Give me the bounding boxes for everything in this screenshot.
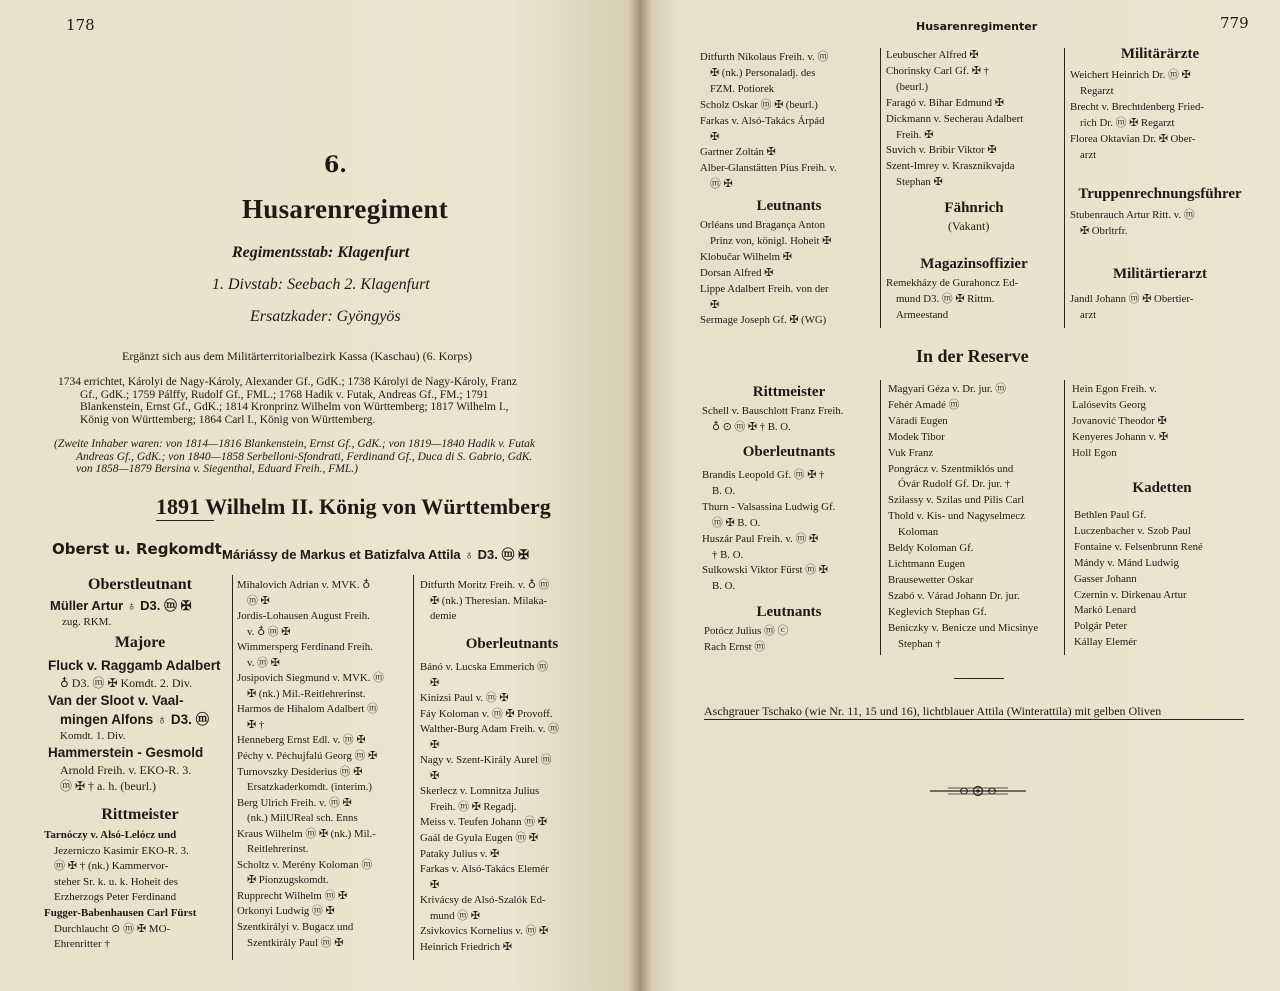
regiment-number: 6. <box>324 152 347 178</box>
list-item: Josipovich Siegmund v. MVK. ⓜ <box>237 672 384 685</box>
section-res-rittmeister: Rittmeister <box>752 384 826 400</box>
list-item: Fáy Koloman v. ⓜ ✠ Provoff. <box>420 707 553 720</box>
list-item: Péchy v. Péchujfalú Georg ⓜ ✠ <box>237 750 378 763</box>
list-item: ✠ Obrltrfr. <box>1080 224 1128 237</box>
history-line: 1734 errichtet, Károlyi de Nagy-Károly, Alexander Gf., GdK.; 1738 Károlyi de Nagy-Károly, Franz <box>58 376 518 388</box>
list-item: Harmos de Hihalom Adalbert ⓜ <box>237 703 378 716</box>
section-militararzte: Militärärzte <box>1120 46 1200 62</box>
list-item: Ditfurth Nikolaus Freih. v. ⓜ <box>700 51 829 63</box>
list-item: ⓜ ✠ B. O. <box>712 516 761 529</box>
list-item: Kenyeres Johann v. ✠ <box>1072 430 1168 443</box>
list-item: ✠ (nk.) Mil.-Reitlehrerinst. <box>247 687 366 700</box>
list-item: Kinizsi Paul v. ⓜ ✠ <box>420 692 509 705</box>
list-item: Lippe Adalbert Freih. von der <box>700 282 829 295</box>
list-item: Szilassy v. Szilas und Pilis Carl <box>888 494 1025 507</box>
list-item: Bethlen Paul Gf. <box>1074 509 1147 521</box>
section-rittmeister: Rittmeister <box>101 806 179 823</box>
list-item: Gaál de Gyula Eugen ⓜ ✠ <box>420 832 538 845</box>
list-item: Markó Lenard <box>1074 604 1137 617</box>
list-item: Lichtmann Eugen <box>888 557 966 570</box>
section-militartierarzt: Militärtierarzt <box>1112 266 1208 282</box>
list-item: Reitlehrerinst. <box>247 843 309 856</box>
list-item: Tarnóczy v. Alsó-Lelócz und <box>44 829 177 841</box>
list-item: Ditfurth Moritz Freih. v. ♁ ⓜ <box>420 579 550 591</box>
list-item: Sulkowski Viktor Fürst ⓜ ✠ <box>702 564 828 577</box>
list-item: Meiss v. Teufen Johann ⓜ ✠ <box>420 816 547 829</box>
divstab: 1. Divstab: Seebach 2. Klagenfurt <box>212 276 430 293</box>
list-item: ✠ (nk.) Theresian. Milaka- <box>430 594 548 607</box>
ersatzkader: Ersatzkader: Gyöngyös <box>250 308 401 325</box>
list-item: Skerlecz v. Lomnitza Julius <box>420 785 540 798</box>
res-oberleutnants-list <box>702 468 880 595</box>
list-item: Klobučar Wilhelm ✠ <box>700 250 792 263</box>
list-item: Durchlaucht ⊙ ⓜ ✠ MO- <box>54 922 171 935</box>
list-item: mingen Alfons ♁ D3. ⓜ <box>60 712 210 727</box>
column-rule <box>232 575 233 960</box>
list-item: B. O. <box>712 484 736 497</box>
regimentsstab: Regimentsstab: Klagenfurt <box>232 244 410 261</box>
list-item: arzt <box>1080 308 1097 321</box>
list-item: Stephan † <box>898 637 941 650</box>
second-owner-line: (Zweite Inhaber waren: von 1814—1816 Blankenstein, Ernst Gf., GdK.; von 1819—1840 Hadik v. Futak <box>54 438 536 450</box>
list-item: Sermage Joseph Gf. ✠ (WG) <box>700 314 827 327</box>
list-item: Modek Tibor <box>888 430 945 443</box>
list-item: Fehér Amadé ⓜ <box>888 398 960 411</box>
list-item: v. ♁ ⓜ ✠ <box>247 625 291 638</box>
list-item: Henneberg Ernst Edl. v. ⓜ ✠ <box>237 734 366 747</box>
list-item: Váradi Eugen <box>888 414 948 427</box>
page-number-left: 178 <box>66 16 95 34</box>
section-oberstleutnant: Oberstleutnant <box>88 576 192 593</box>
section-magazinsoffizier: Magazinsoffizier <box>920 256 1028 272</box>
list-item: Jezerniczo Kasimir EKO-R. 3. <box>54 844 189 857</box>
list-item: Regarzt <box>1080 84 1114 97</box>
list-item: Rupprecht Wilhelm ⓜ ✠ <box>237 889 348 902</box>
reserve-heading: In der Reserve <box>916 346 1029 366</box>
running-header: Husarenregimenter <box>916 20 1038 33</box>
list-item: Szentkirály Paul ⓜ ✠ <box>247 936 344 949</box>
kadetten-list <box>1074 508 1254 651</box>
list-item: Holl Egon <box>1072 446 1117 459</box>
r-col1-top-list <box>700 50 878 193</box>
list-item: Bánó v. Lucska Emmerich ⓜ <box>420 661 548 673</box>
section-kadetten: Kadetten <box>1132 480 1192 496</box>
column-rule <box>880 380 881 655</box>
ornament-icon <box>928 782 1028 800</box>
col3-top-list <box>420 578 604 625</box>
list-item: Orléans und Bragança Anton <box>700 219 826 231</box>
list-item: ⓜ ✠ † a. h. (beurl.) <box>60 779 157 793</box>
list-item: Pongrácz v. Szentmiklós und <box>888 462 1014 475</box>
list-item: Müller Artur ♁ D3. ⓜ ✠ <box>50 598 192 613</box>
list-item: Gasser Johann <box>1074 572 1137 585</box>
list-item: Komdt. 1. Div. <box>60 730 126 742</box>
list-item: Óvár Rudolf Gf. Dr. jur. † <box>898 478 1011 491</box>
res-col2-list <box>888 382 1064 652</box>
second-owners-block <box>54 438 606 476</box>
col2-list <box>237 578 411 951</box>
erganzt-line: Ergänzt sich aus dem Militärterritorialbezirk Kassa (Kaschau) (6. Korps) <box>122 349 472 363</box>
list-item: Dickmann v. Secherau Adalbert <box>886 112 1024 125</box>
list-item: Farkas v. Alsó-Takács Elemér <box>420 863 549 876</box>
majore-list <box>48 656 230 794</box>
list-item: demie <box>430 610 457 623</box>
list-item: Stubenrauch Artur Ritt. v. ⓜ <box>1070 209 1195 221</box>
list-item: Beldy Koloman Gf. <box>888 542 974 555</box>
list-item: zug. RKM. <box>62 616 112 628</box>
list-item: ♁ ⊙ ⓜ ✠ † B. O. <box>712 420 791 433</box>
list-item: ✠ <box>430 769 440 782</box>
section-res-leutnants: Leutnants <box>756 604 822 620</box>
list-item: Faragó v. Bihar Edmund ✠ <box>886 96 1004 109</box>
list-item: ⓜ ✠ <box>247 594 270 607</box>
second-owner-line: von 1858—1879 Bersina v. Siegenthal, Eduard Freih., FML.) <box>76 463 358 475</box>
list-item: Fugger-Babenhausen Carl Fürst <box>44 906 197 919</box>
list-item: Koloman <box>898 526 939 539</box>
r-leutnants-list <box>700 218 878 329</box>
list-item: Stephan ✠ <box>896 176 943 189</box>
list-item: Chorinsky Carl Gf. ✠ † <box>886 64 989 77</box>
list-item: Fontaine v. Felsenbrunn René <box>1074 540 1203 553</box>
list-item: Thold v. Kis- und Nagyselmecz <box>888 510 1025 523</box>
list-item: Remekházy de Gurahoncz Ed- <box>886 277 1019 289</box>
list-item: Czernin v. Dirkenau Artur <box>1074 588 1187 601</box>
list-item: ✠ <box>430 738 440 751</box>
list-item: Gartner Zoltán ✠ <box>700 146 776 159</box>
list-item: ✠ <box>430 878 440 891</box>
history-block <box>58 376 606 426</box>
section-fahnrich: Fähnrich <box>944 200 1004 216</box>
list-item: B. O. <box>712 580 736 593</box>
uniform-underline <box>704 719 1244 720</box>
chief-underline <box>156 520 214 521</box>
list-item: Ersatzkaderkomdt. (interim.) <box>247 781 373 794</box>
right-page <box>640 0 1280 991</box>
history-line: Gf., GdK.; 1759 Pálffy, Rudolf Gf., FML.; 1768 Hadik v. Futak, Andreas Gf., FM.; 1791 <box>80 388 489 401</box>
section-res-oberleutnants: Oberleutnants <box>742 444 836 460</box>
oberleutnants-list <box>420 660 604 955</box>
list-item: (beurl.) <box>896 80 929 93</box>
list-item: Farkas v. Alsó-Takács Árpád <box>700 114 825 127</box>
list-item: Schell v. Bauschlott Franz Freih. <box>702 405 844 417</box>
page-number-right: 779 <box>1220 14 1249 32</box>
list-item: Magyari Géza v. Dr. jur. ⓜ <box>888 383 1007 395</box>
list-item: Leubuscher Alfred ✠ <box>886 49 979 61</box>
list-item: Nagy v. Szent-Király Aurel ⓜ <box>420 754 552 767</box>
list-item: Ehrenritter † <box>54 938 110 951</box>
list-item: Walther-Burg Adam Freih. v. ⓜ <box>420 723 559 736</box>
list-item: Scholz Oskar ⓜ ✠ (beurl.) <box>700 98 818 111</box>
oberst-name: Máriássy de Markus et Batizfalva Attila ♁ D3. ⓜ ✠ <box>222 547 529 562</box>
list-item: Scholtz v. Merény Koloman ⓜ <box>237 858 373 871</box>
list-item: ⓜ ✠ † (nk.) Kammervor- <box>54 860 169 873</box>
list-item: Erzherzogs Peter Ferdinand <box>54 891 177 904</box>
list-item: mund ⓜ ✠ <box>430 909 480 922</box>
list-item: Potócz Julius ⓜ ⓒ <box>704 625 789 637</box>
list-item: Mándy v. Mánd Ludwig <box>1074 556 1179 569</box>
list-item: FZM. Potiorek <box>710 82 775 95</box>
oberstleutnant-list <box>50 596 230 629</box>
list-item: ✠ <box>430 676 440 689</box>
rittmeister-list <box>44 828 230 953</box>
list-item: Jordis-Lohausen August Freih. <box>237 610 370 623</box>
res-col3-list <box>1072 382 1252 462</box>
list-item: v. ⓜ ✠ <box>247 656 280 669</box>
list-item: mund D3. ⓜ ✠ Rittm. <box>896 292 995 305</box>
regiment-title: Husarenregiment <box>242 194 448 224</box>
list-item: Szabó v. Várad Johann Dr. jur. <box>888 589 1020 602</box>
section-leutnants: Leutnants <box>756 198 822 214</box>
list-item: ⓜ ✠ <box>710 178 733 191</box>
list-item: Turnovszky Desiderius ⓜ ✠ <box>237 765 363 778</box>
list-item: arzt <box>1080 148 1097 161</box>
truppen-list <box>1070 208 1252 240</box>
list-item: Pataky Julius v. ✠ <box>420 847 500 860</box>
tierarzt-list <box>1070 292 1252 324</box>
history-line: Blankenstein, Ernst Gf., GdK.; 1814 Kronprinz Wilhelm von Württemberg; 1817 Wilhelm I., <box>80 401 509 413</box>
list-item: Prinz von, königl. Hoheit ✠ <box>710 234 832 247</box>
list-item: Mihalovich Adrian v. MVK. ♁ <box>237 579 371 591</box>
militararzte-list <box>1070 68 1252 163</box>
list-item: ✠ <box>710 298 720 311</box>
list-item: ♁ D3. ⓜ ✠ Komdt. 2. Div. <box>60 676 193 690</box>
oberst-label: Oberst u. Regkomdt. <box>52 540 228 558</box>
column-rule <box>413 575 414 960</box>
list-item: Krivácsy de Alsó-Szalók Ed- <box>420 894 546 907</box>
list-item: Berg Ulrich Freih. v. ⓜ ✠ <box>237 796 352 809</box>
r-col2-top-list <box>886 48 1062 191</box>
list-item: Szentkirályi v. Bugacz und <box>237 921 354 934</box>
list-item: Huszár Paul Freih. v. ⓜ ✠ <box>702 532 818 545</box>
list-item: Keglevich Stephan Gf. <box>888 605 987 618</box>
chief-line: 1891 Wilhelm II. König von Württemberg <box>156 494 551 519</box>
list-item: Wimmersperg Ferdinand Freih. <box>237 641 373 654</box>
section-oberleutnants: Oberleutnants <box>465 636 559 652</box>
list-item: Brandis Leopold Gf. ⓜ ✠ † <box>702 469 825 481</box>
res-leutnants-list <box>704 624 880 656</box>
list-item: Orkonyi Ludwig ⓜ ✠ <box>237 905 335 918</box>
list-item: Szent-Imrey v. Krasznikvajda <box>886 160 1015 173</box>
list-item: Freih. ⓜ ✠ Regadj. <box>430 800 517 813</box>
list-item: Florea Oktavian Dr. ✠ Ober- <box>1070 132 1196 145</box>
list-item: Heinrich Friedrich ✠ <box>420 940 512 953</box>
list-item: Luczenbacher v. Szob Paul <box>1074 524 1191 537</box>
history-line: König von Württemberg; 1864 Carl I., König von Württemberg. <box>80 413 376 426</box>
column-rule <box>1064 48 1065 328</box>
list-item: ✠ (nk.) Personaladj. des <box>710 66 816 79</box>
list-item: ✠ Pionzugskomdt. <box>247 874 329 887</box>
list-item: Beniczky v. Benicze und Micsinye <box>888 621 1039 634</box>
list-item: Kraus Wilhelm ⓜ ✠ (nk.) Mil.- <box>237 827 376 840</box>
list-item: Dorsan Alfred ✠ <box>700 266 774 279</box>
list-item: Alber-Glanstätten Pius Freih. v. <box>700 162 837 175</box>
column-rule <box>880 48 881 328</box>
section-truppenrechnungsfuhrer: Truppenrechnungsführer <box>1078 186 1242 202</box>
list-item: Weichert Heinrich Dr. ⓜ ✠ <box>1070 69 1191 81</box>
list-item: Suvich v. Bribir Viktor ✠ <box>886 144 997 157</box>
list-item: Jandl Johann ⓜ ✠ Obertier- <box>1070 293 1194 305</box>
list-item: Brecht v. Brechtdenberg Fried- <box>1070 100 1205 113</box>
list-item: rich Dr. ⓜ ✠ Regarzt <box>1080 116 1175 129</box>
uniform-line: Aschgrauer Tschako (wie Nr. 11, 15 und 16), lichtblauer Attila (Winterattila) mit gelben Oliven <box>704 704 1162 718</box>
list-item: Vuk Franz <box>888 446 934 459</box>
list-item: Rach Ernst ⓜ <box>704 640 766 653</box>
list-item: Hammerstein - Gesmold <box>48 745 204 760</box>
list-item: Jovanović Theodor ✠ <box>1072 414 1167 427</box>
magazin-list <box>886 276 1062 324</box>
list-item: steher Sr. k. u. k. Hoheit des <box>54 875 179 888</box>
list-item: ✠ <box>710 130 720 143</box>
list-item: Fluck v. Raggamb Adalbert <box>48 658 221 673</box>
list-item: Armeestand <box>896 308 949 321</box>
list-item: ✠ † <box>247 718 265 731</box>
divider-rule <box>954 678 1004 679</box>
list-item: Thurn - Valsassina Ludwig Gf. <box>702 500 836 513</box>
list-item: Arnold Freih. v. EKO-R. 3. <box>60 763 192 777</box>
list-item: Freih. ✠ <box>896 128 934 141</box>
list-item: Polgár Peter <box>1074 620 1128 633</box>
list-item: (nk.) MilUReal sch. Enns <box>247 812 358 825</box>
list-item: Lalósevits Georg <box>1072 398 1146 411</box>
column-rule <box>1064 380 1065 655</box>
list-item: Brausewetter Oskar <box>888 573 974 586</box>
list-item: Van der Sloot v. Vaal- <box>48 693 184 708</box>
fahnrich-value: (Vakant) <box>948 219 990 233</box>
second-owner-line: Andreas Gf., GdK.; von 1840—1858 Serbelloni-Sfondrati, Ferdinand Gf., Duca di S. Gabrio, GdK. <box>76 450 533 463</box>
book-gutter <box>628 0 652 991</box>
list-item: Kállay Elemér <box>1074 636 1137 649</box>
section-majore: Majore <box>114 634 166 651</box>
list-item: Hein Egon Freih. v. <box>1072 383 1157 395</box>
list-item: † B. O. <box>712 548 744 561</box>
res-rittmeister-list <box>702 404 880 436</box>
list-item: Zsivkovics Kornelius v. ⓜ ✠ <box>420 925 549 938</box>
